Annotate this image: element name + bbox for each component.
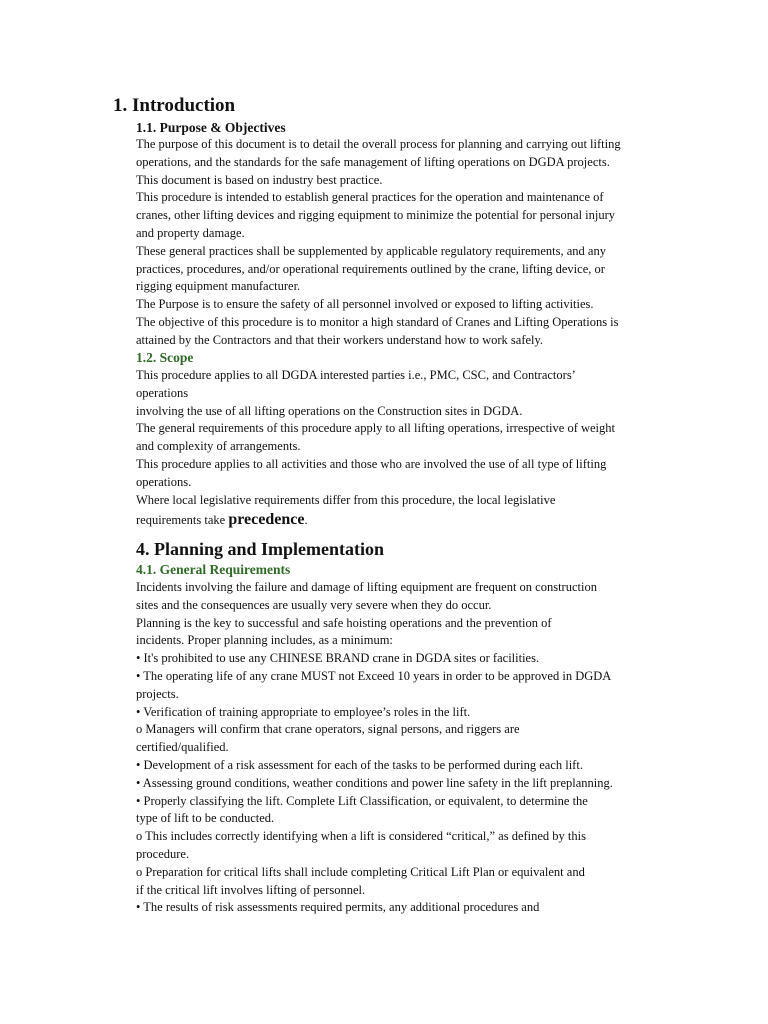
text-line: incidents. Proper planning includes, as a minimum: [136,633,393,648]
bullet-item: • The operating life of any crane MUST not Exceed 10 years in order to be approved in DGDA [136,668,612,683]
text-line: These general practices shall be supplemented by applicable regulatory requirements, and any [136,243,606,258]
text-span: . [304,513,308,528]
text-line: procedure. [136,846,190,861]
scope-paragraphs [136,367,676,531]
heading-scope: 1.2. Scope [136,350,194,365]
emphasis-precedence: precedence [228,511,305,529]
text-span: requirements take [136,513,229,528]
text-line: The Purpose is to ensure the safety of all personnel involved or exposed to lifting activities. [136,297,594,312]
general-requirements-paragraphs [136,579,676,917]
heading-introduction: 1. Introduction [113,95,236,116]
text-line: and complexity of arrangements. [136,439,301,454]
sub-bullet-item: o This includes correctly identifying when a lift is considered “critical,” as defined by this [136,829,586,844]
text-line: This procedure is intended to establish general practices for the operation and maintenance of [136,190,604,205]
text-line: The general requirements of this procedure apply to all lifting operations, irrespective of weight [136,421,616,436]
text-line: operations. [136,474,192,489]
text-line: involving the use of all lifting operations on the Construction sites in DGDA. [136,403,523,418]
bullet-item: • Assessing ground conditions, weather conditions and power line safety in the lift preplanning. [136,775,613,790]
text-line: Incidents involving the failure and damage of lifting equipment are frequent on construction [136,580,597,594]
text-line: certified/qualified. [136,740,229,755]
sub-bullet-item: o Preparation for critical lifts shall include completing Critical Lift Plan or equivalent and [136,864,585,879]
text-line: projects. [136,686,179,701]
text-line-precedence [136,509,676,531]
text-line: sites and the consequences are usually very severe when they do occur. [136,597,492,612]
bullet-item: • Development of a risk assessment for each of the tasks to be performed during each lift. [136,757,583,772]
heading-purpose-objectives: 1.1. Purpose & Objectives [136,120,286,135]
text-line: The objective of this procedure is to monitor a high standard of Cranes and Lifting Operations is [136,314,619,329]
text-line: rigging equipment manufacturer. [136,279,301,294]
text-line: Where local legislative requirements differ from this procedure, the local legislative [136,492,556,507]
bullet-item: • Verification of training appropriate to employee’s roles in the lift. [136,704,471,719]
sub-bullet-item: o Managers will confirm that crane operators, signal persons, and riggers are [136,722,520,737]
text-line: This procedure applies to all activities and those who are involved the use of all type of lifting [136,456,607,471]
text-line: if the critical lift involves lifting of personnel. [136,882,366,897]
bullet-item: • It's prohibited to use any CHINESE BRAND crane in DGDA sites or facilities. [136,651,540,666]
text-line: practices, procedures, and/or operational requirements outlined by the crane, lifting device, or [136,261,605,276]
purpose-paragraphs [136,136,676,350]
text-line: Planning is the key to successful and safe hoisting operations and the prevention of [136,615,552,630]
text-line: operations [136,385,189,400]
bullet-item: • The results of risk assessments required permits, any additional procedures and [136,900,540,915]
heading-general-requirements: 4.1. General Requirements [136,562,291,577]
text-line: operations, and the standards for the safe management of lifting operations on DGDA projects. [136,154,610,169]
text-line: The purpose of this document is to detail the overall process for planning and carrying out lifting [136,137,621,151]
bullet-item: • Properly classifying the lift. Complete Lift Classification, or equivalent, to determine the [136,793,588,808]
text-line: cranes, other lifting devices and rigging equipment to minimize the potential for personal injury [136,208,616,223]
text-line: This procedure applies to all DGDA interested parties i.e., PMC, CSC, and Contractors’ [136,368,576,382]
text-line: type of lift to be conducted. [136,811,275,826]
text-line: and property damage. [136,225,245,240]
heading-planning-implementation: 4. Planning and Implementation [136,539,385,559]
text-line: This document is based on industry best practice. [136,172,383,187]
text-line: attained by the Contractors and that their workers understand how to work safely. [136,332,544,347]
